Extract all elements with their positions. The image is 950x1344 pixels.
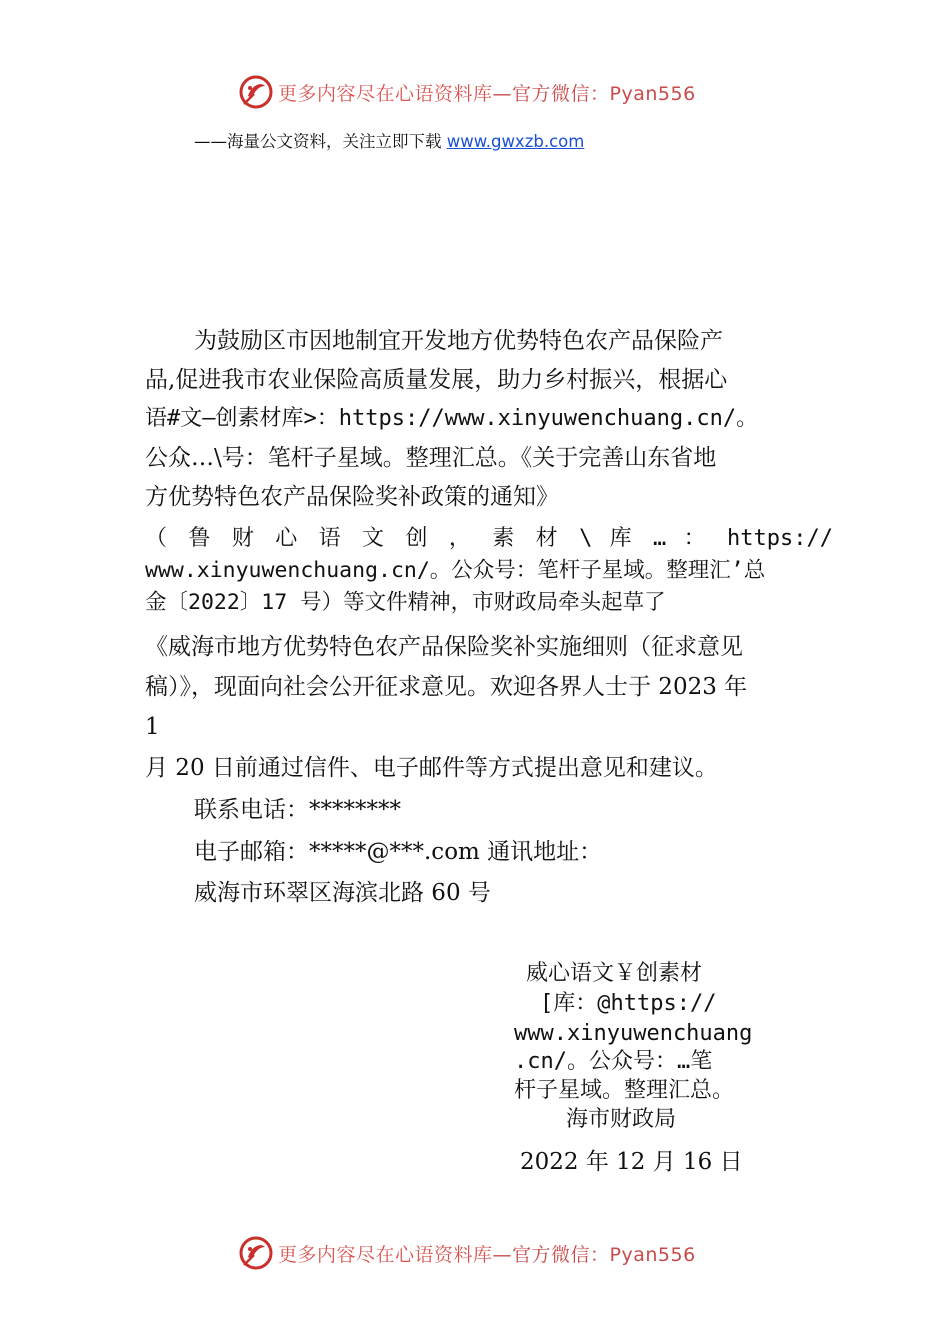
contact-phone: 联系电话：********	[194, 797, 401, 823]
body-line-1: 为鼓励区市因地制宜开发地方优势特色农产品保险产	[194, 328, 723, 354]
footer-banner	[238, 1231, 758, 1275]
body-line-6: （ 鲁 财 心 语 文 创 ， 素 材 \ 库 … ： https://	[145, 526, 833, 551]
banner-text	[278, 1240, 696, 1267]
subline-prefix: ——海量公文资料，关注立即下载	[194, 132, 447, 151]
header-banner	[238, 70, 758, 114]
body-line-2: 品,促进我市农业保险高质量发展，助力乡村振兴，根据心	[145, 367, 728, 393]
banner-main-text: 更多内容尽在心语资料库	[278, 1243, 493, 1266]
body-line-9: 《威海市地方优势特色农产品保险奖补实施细则（征求意见	[145, 634, 743, 660]
signature-line-6: 海市财政局	[566, 1107, 677, 1132]
banner-wechat-text: —官方微信：Pyan556	[492, 1243, 696, 1266]
signature-line-5: 杆子星域。整理汇总。	[514, 1078, 735, 1103]
contact-address: 威海市环翠区海滨北路 60 号	[194, 880, 491, 906]
body-line-10: 稿）》，现面向社会公开征求意见。欢迎各界人士于 2023 年	[145, 674, 748, 700]
banner-main-text: 更多内容尽在心语资料库	[278, 82, 493, 105]
banner-wechat-text: —官方微信：Pyan556	[492, 82, 696, 105]
brand-logo-icon	[238, 74, 274, 110]
body-line-7: www.xinyuwenchuang.cn/。公众号：笔杆子星域。整理汇’总	[145, 558, 766, 583]
signature-line-4: .cn/。公众号：…笔	[514, 1049, 713, 1074]
contact-email: 电子邮箱：*****@***.com 通讯地址：	[194, 839, 603, 865]
download-subline	[194, 128, 584, 152]
body-line-11: 1	[145, 714, 160, 740]
download-link[interactable]: www.gwxzb.com	[446, 132, 585, 151]
body-line-5: 方优势特色农产品保险奖补政策的通知》	[145, 484, 559, 510]
signature-line-3: www.xinyuwenchuang	[514, 1021, 753, 1046]
body-line-8: 金〔2022〕17 号）等文件精神，市财政局牵头起草了	[145, 590, 666, 615]
body-line-12: 月 20 日前通过信件、电子邮件等方式提出意见和建议。	[145, 755, 718, 781]
body-line-3: 语#文—创素材库>：https://www.xinyuwenchuang.cn/。	[145, 406, 759, 431]
body-line-4: 公众…\号：笔杆子星域。整理汇总。《关于完善山东省地	[145, 445, 717, 471]
banner-text	[278, 79, 696, 106]
signature-line-2: [库：@https://	[540, 991, 717, 1016]
signature-date: 2022 年 12 月 16 日	[520, 1149, 743, 1175]
brand-logo-icon	[238, 1235, 274, 1271]
signature-line-1: 威心语文￥创素材	[526, 961, 703, 986]
